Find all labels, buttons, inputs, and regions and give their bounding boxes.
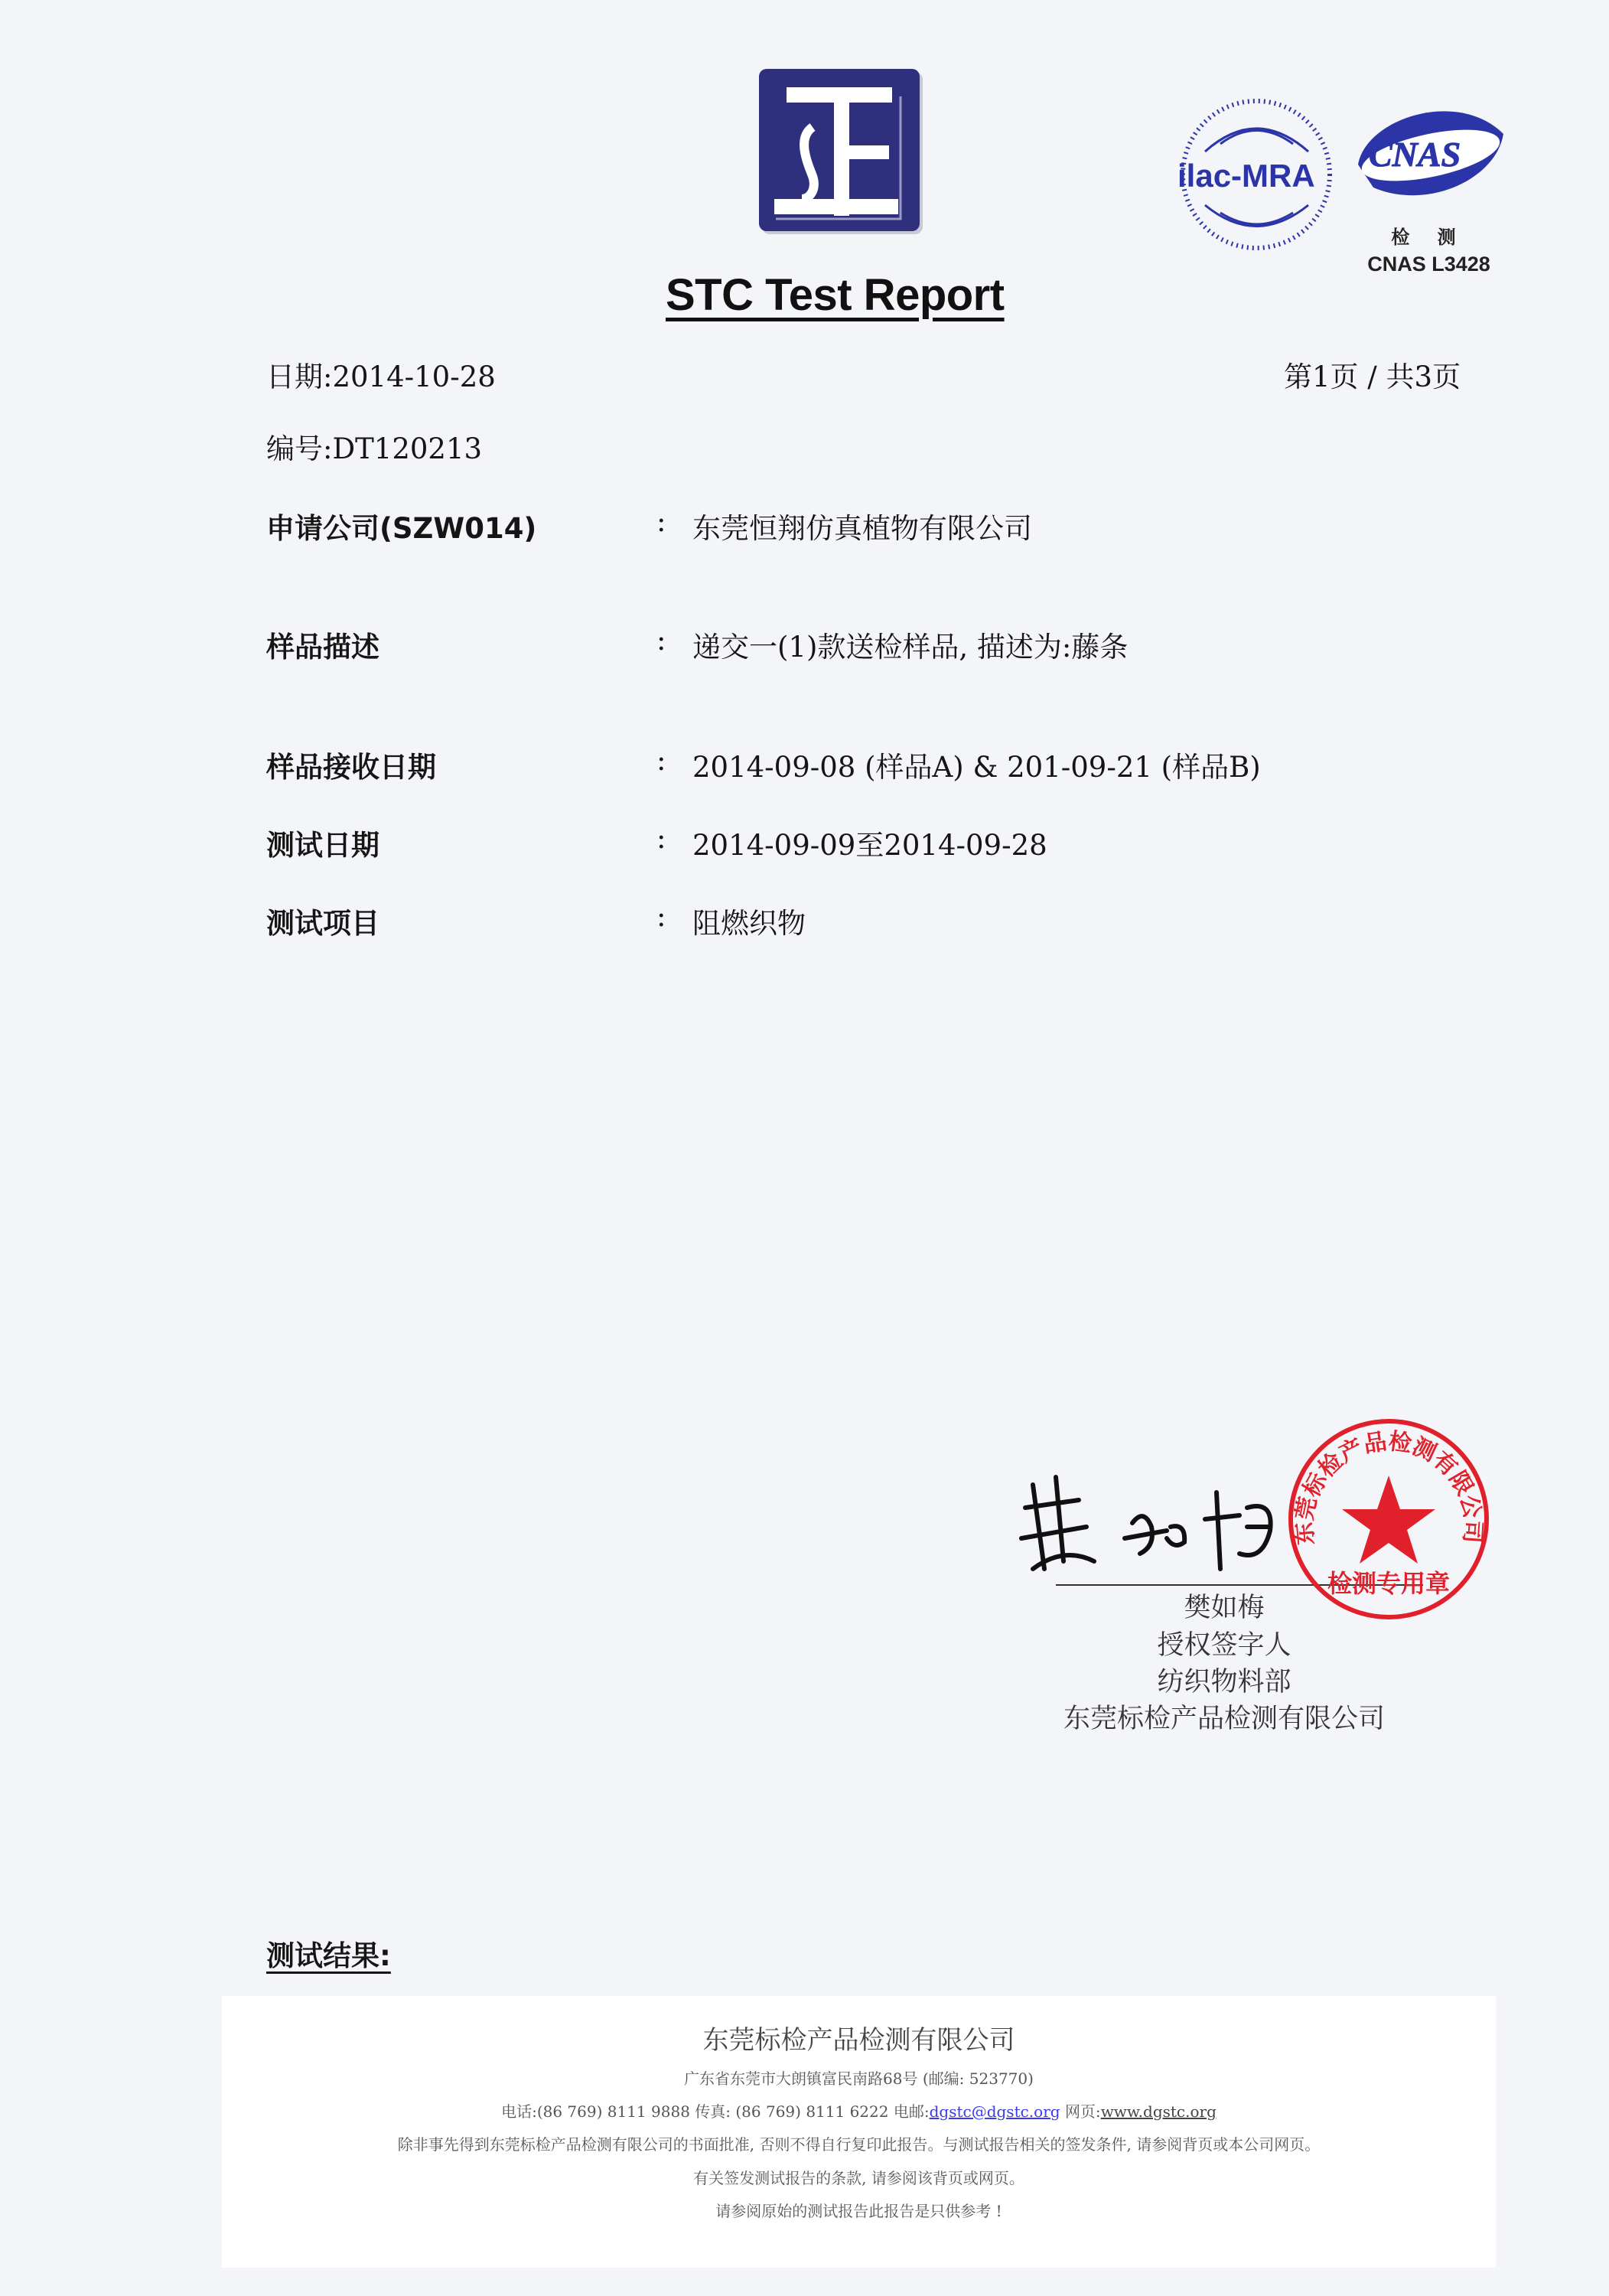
field-colon: : [656,900,666,933]
handwritten-signature [1010,1454,1331,1584]
field-label-applicant: 申请公司(SZW014) [266,512,537,545]
svg-text:ilac-MRA: ilac-MRA [1177,158,1315,194]
field-label-receive-date: 样品接收日期 [266,751,436,784]
svg-text:东莞标检产品检测有限公司: 东莞标检产品检测有限公司 [1291,1427,1487,1547]
cnas-label: 检 测 [1391,227,1467,248]
footer-fax: 传真: (86 769) 8111 6222 [695,2102,889,2121]
report-number: 编号:DT120213 [266,432,483,465]
footer-phone: 电话:(86 769) 8111 9888 [501,2102,690,2121]
footer-note: 除非事先得到东莞标检产品检测有限公司的书面批准, 否则不得自行复印此报告。与测试报告相关的签发条件, 请参阅背页或本公司网页。 [397,2135,1321,2154]
field-value-receive-date: 2014-09-08 (样品A) & 201-09-21 (样品B) [692,751,1261,784]
ilac-mra-logo [1174,98,1339,251]
stc-logo [759,69,920,231]
seal-star-icon [1342,1476,1435,1564]
signer-role: 授权签字人 [1157,1630,1291,1661]
svg-text:检测专用章: 检测专用章 [1327,1569,1451,1598]
signer-company: 东莞标检产品检测有限公司 [1063,1704,1385,1734]
footer-note: 请参阅原始的测试报告此报告是只供参考 ! [715,2202,1002,2220]
footer-email-link[interactable]: dgstc@dgstc.org [929,2102,1060,2121]
footer [222,1996,1496,2268]
field-label-test-date: 测试日期 [266,829,379,862]
field-value-test-date: 2014-09-09至2014-09-28 [692,829,1047,862]
field-value-sample-description: 递交一(1)款送检样品, 描述为:藤条 [692,631,1129,664]
page-indicator: 第1页 / 共3页 [1284,360,1461,393]
footer-web-label: 网页: [1064,2102,1101,2121]
field-value-test-item: 阻燃织物 [692,907,806,940]
test-results-heading: 测试结果: [266,1939,391,1972]
footer-email-label: 电邮: [893,2102,930,2121]
field-label-test-item: 测试项目 [266,907,379,940]
signer-department: 纺织物料部 [1157,1667,1291,1698]
footer-contact [222,2099,1496,2122]
field-label-sample-description: 样品描述 [266,631,379,664]
footer-web-link[interactable]: www.dgstc.org [1100,2102,1217,2121]
stc-logo-icon [759,69,920,231]
footer-address: 广东省东莞市大朗镇富民南路68号 (邮编: 523770) [684,2069,1034,2088]
report-date: 日期:2014-10-28 [266,360,496,393]
footer-note: 有关签发测试报告的条款, 请参阅该背页或网页。 [693,2169,1024,2187]
field-colon: : [656,744,666,777]
field-value-applicant: 东莞恒翔仿真植物有限公司 [692,512,1032,545]
cnas-number: CNAS L3428 [1367,253,1490,276]
field-colon: : [656,505,666,538]
svg-text:CNAS: CNAS [1369,135,1461,174]
cnas-logo [1343,96,1515,218]
field-colon: : [656,624,666,657]
signer-name: 樊如梅 [1184,1593,1265,1623]
report-title: STC Test Report [666,270,1005,320]
footer-company: 东莞标检产品检测有限公司 [702,2025,1015,2056]
field-colon: : [656,822,666,855]
